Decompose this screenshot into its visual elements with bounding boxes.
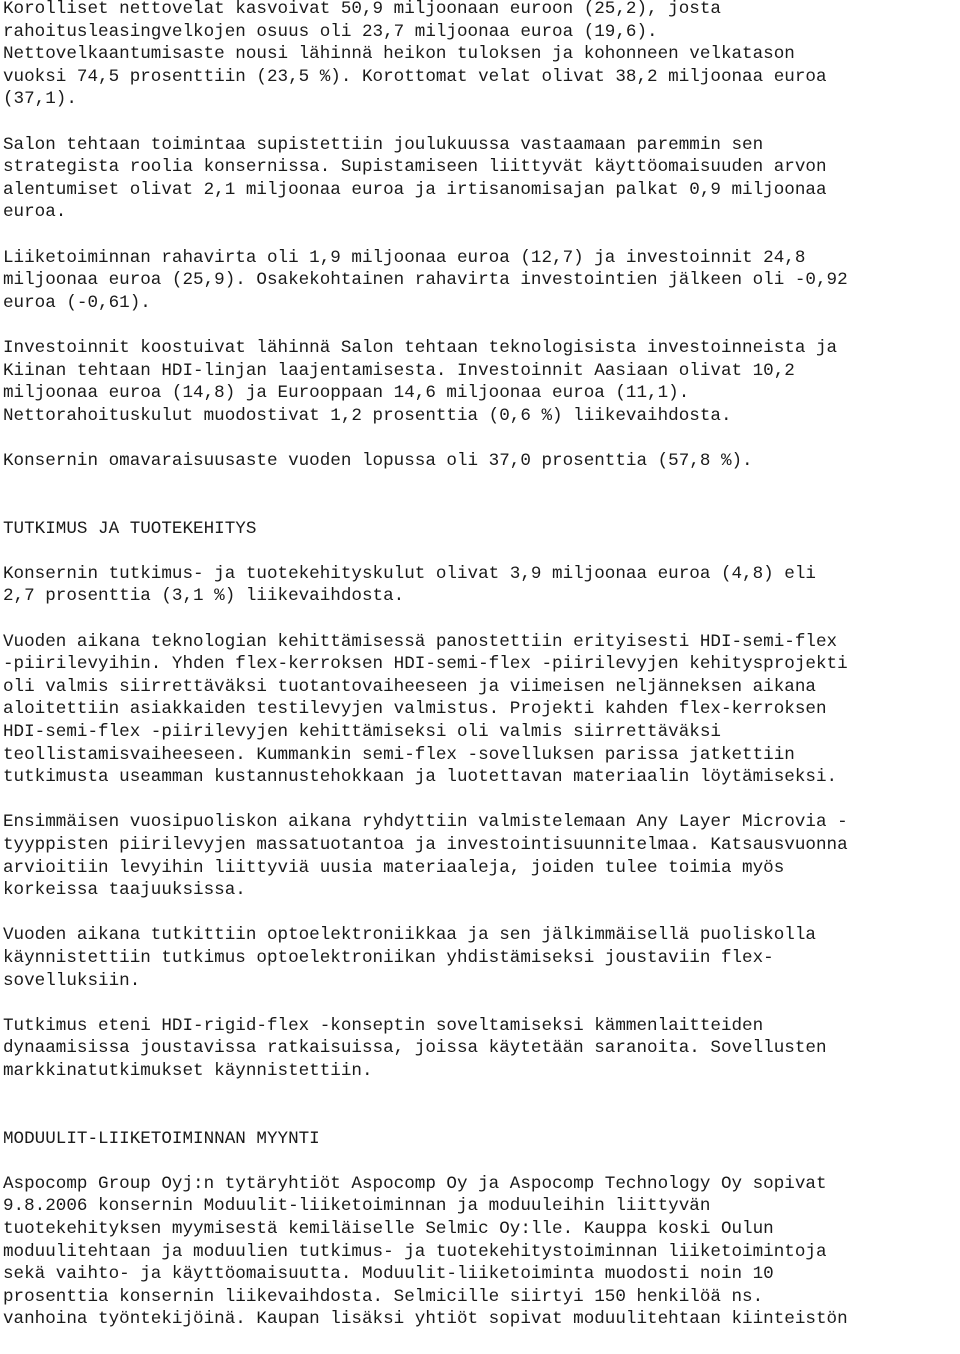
text-line: HDI-semi-flex -piirilevyjen kehittämiseksi oli valmis siirrettäväksi — [3, 722, 721, 742]
paragraph — [3, 1173, 959, 1331]
text-line: alentumiset olivat 2,1 miljoonaa euroa ja irtisanomisajan palkat 0,9 miljoonaa — [3, 179, 827, 200]
text-line: arvioitiin levyihin liittyviä uusia materiaaleja, joiden tulee toimia myös — [3, 857, 785, 878]
paragraph — [3, 134, 959, 224]
text-line: Salon tehtaan toimintaa supistettiin joulukuussa vastaamaan paremmin sen — [3, 134, 764, 155]
document-page — [3, 0, 959, 1354]
text-line: moduulitehtaan ja moduulien tutkimus- ja tuotekehitystoiminnan liiketoimintoja — [3, 1241, 827, 1262]
text-line: 2,7 prosenttia (3,1 %) liikevaihdosta. — [3, 586, 405, 607]
section-gap — [3, 495, 959, 518]
text-line: vuoksi 74,5 prosenttiin (23,5 %). Korottomat velat olivat 38,2 miljoonaa euroa — [3, 66, 827, 87]
text-line: dynaamisissa joustavissa ratkaisuissa, joissa käytetään saranoita. Sovellusten — [3, 1038, 827, 1059]
section-heading: TUTKIMUS JA TUOTEKEHITYS — [3, 518, 257, 539]
paragraph — [3, 631, 959, 789]
text-line: Tutkimus eteni HDI-rigid-flex -konseptin soveltamiseksi kämmenlaitteiden — [3, 1015, 764, 1036]
text-line: Vuoden aikana tutkittiin optoelektroniikkaa ja sen jälkimmäisellä puoliskolla — [3, 925, 816, 946]
paragraph — [3, 563, 959, 608]
paragraph — [3, 337, 959, 427]
section-heading: MODUULIT-LIIKETOIMINNAN MYYNTI — [3, 1128, 320, 1149]
text-line: Nettorahoituskulut muodostivat 1,2 prosenttia (0,6 %) liikevaihdosta. — [3, 405, 732, 426]
text-line: miljoonaa euroa (25,9). Osakekohtainen rahavirta investointien jälkeen oli -0,92 — [3, 270, 848, 291]
text-line: Nettovelkaantumisaste nousi lähinnä heikon tuloksen ja kohonneen velkatason — [3, 44, 795, 65]
text-line: sekä vaihto- ja käyttöomaisuutta. Moduulit-liiketoiminta muodosti noin 10 — [3, 1264, 774, 1285]
text-line: markkinatutkimukset käynnistettiin. — [3, 1060, 373, 1081]
text-line: tuotekehityksen myymisestä kemiläiselle Selmic Oy:lle. Kauppa koski Oulun — [3, 1219, 774, 1240]
text-line: sovelluksiin. — [3, 970, 141, 991]
paragraph — [3, 450, 959, 473]
text-line: (37,1). — [3, 89, 77, 110]
paragraph — [3, 1015, 959, 1083]
text-line: Vuoden aikana teknologian kehittämisessä panostettiin erityisesti HDI-semi-flex — [3, 631, 838, 652]
text-line: tyyppisten piirilevyjen massatuotantoa ja investointisuunnitelmaa. Katsausvuonna — [3, 834, 848, 855]
research-section — [3, 518, 959, 1083]
text-line: Investoinnit koostuivat lähinnä Salon tehtaan teknologisista investoinneista ja — [3, 337, 838, 358]
paragraph — [3, 811, 959, 901]
paragraph — [3, 924, 959, 992]
text-line: tutkimusta useamman kustannustehokkaan ja luotettavan materiaalin löytämiseksi. — [3, 767, 838, 788]
text-line: korkeissa taajuuksissa. — [3, 880, 246, 901]
text-line: vanhoina työntekijöinä. Kaupan lisäksi yhtiöt sopivat moduulitehtaan kiinteistön — [3, 1309, 848, 1330]
financial-section — [3, 0, 959, 472]
text-line: Aspocomp Group Oyj:n tytäryhtiöt Aspocomp Oy ja Aspocomp Technology Oy sopivat — [3, 1173, 827, 1194]
text-line: -piirilevyihin. Yhden flex-kerroksen HDI-semi-flex -piirilevyjen kehitysprojekti — [3, 654, 848, 675]
text-line: teollistamisvaiheeseen. Kummankin semi-flex -sovelluksen parissa jatkettiin — [3, 744, 795, 765]
text-line: Konsernin omavaraisuusaste vuoden lopussa oli 37,0 prosenttia (57,8 %). — [3, 450, 753, 471]
paragraph — [3, 247, 959, 315]
text-line: Korolliset nettovelat kasvoivat 50,9 miljoonaan euroon (25,2), josta — [3, 0, 721, 19]
text-line: rahoitusleasingvelkojen osuus oli 23,7 miljoonaa euroa (19,6). — [3, 21, 658, 42]
text-line: euroa. — [3, 202, 67, 223]
text-line: aloitettiin asiakkaiden testilevyjen valmistus. Projekti kahden flex-kerroksen — [3, 699, 827, 720]
text-line: Konsernin tutkimus- ja tuotekehityskulut olivat 3,9 miljoonaa euroa (4,8) eli — [3, 563, 816, 584]
text-line: Liiketoiminnan rahavirta oli 1,9 miljoonaa euroa (12,7) ja investoinnit 24,8 — [3, 247, 806, 268]
text-line: Kiinan tehtaan HDI-linjan laajentamisesta. Investoinnit Aasiaan olivat 10,2 — [3, 360, 795, 381]
paragraph — [3, 0, 959, 111]
section-gap — [3, 1105, 959, 1128]
text-line: Ensimmäisen vuosipuoliskon aikana ryhdyttiin valmistelemaan Any Layer Microvia - — [3, 812, 848, 833]
text-line: 9.8.2006 konsernin Moduulit-liiketoiminnan ja moduuleihin liittyvän — [3, 1196, 711, 1217]
text-line: strategista roolia konsernissa. Supistamiseen liittyvät käyttöomaisuuden arvon — [3, 157, 827, 178]
module-sale-section — [3, 1128, 959, 1331]
text-line: käynnistettiin tutkimus optoelektroniikan yhdistämiseksi joustaviin flex- — [3, 947, 774, 968]
text-line: miljoonaa euroa (14,8) ja Eurooppaan 14,6 miljoonaa euroa (11,1). — [3, 383, 690, 404]
text-line: euroa (-0,61). — [3, 292, 151, 313]
text-line: prosenttia konsernin liikevaihdosta. Selmicille siirtyi 150 henkilöä ns. — [3, 1286, 764, 1307]
text-line: oli valmis siirrettäväksi tuotantovaiheeseen ja viimeisen neljänneksen aikana — [3, 676, 816, 697]
